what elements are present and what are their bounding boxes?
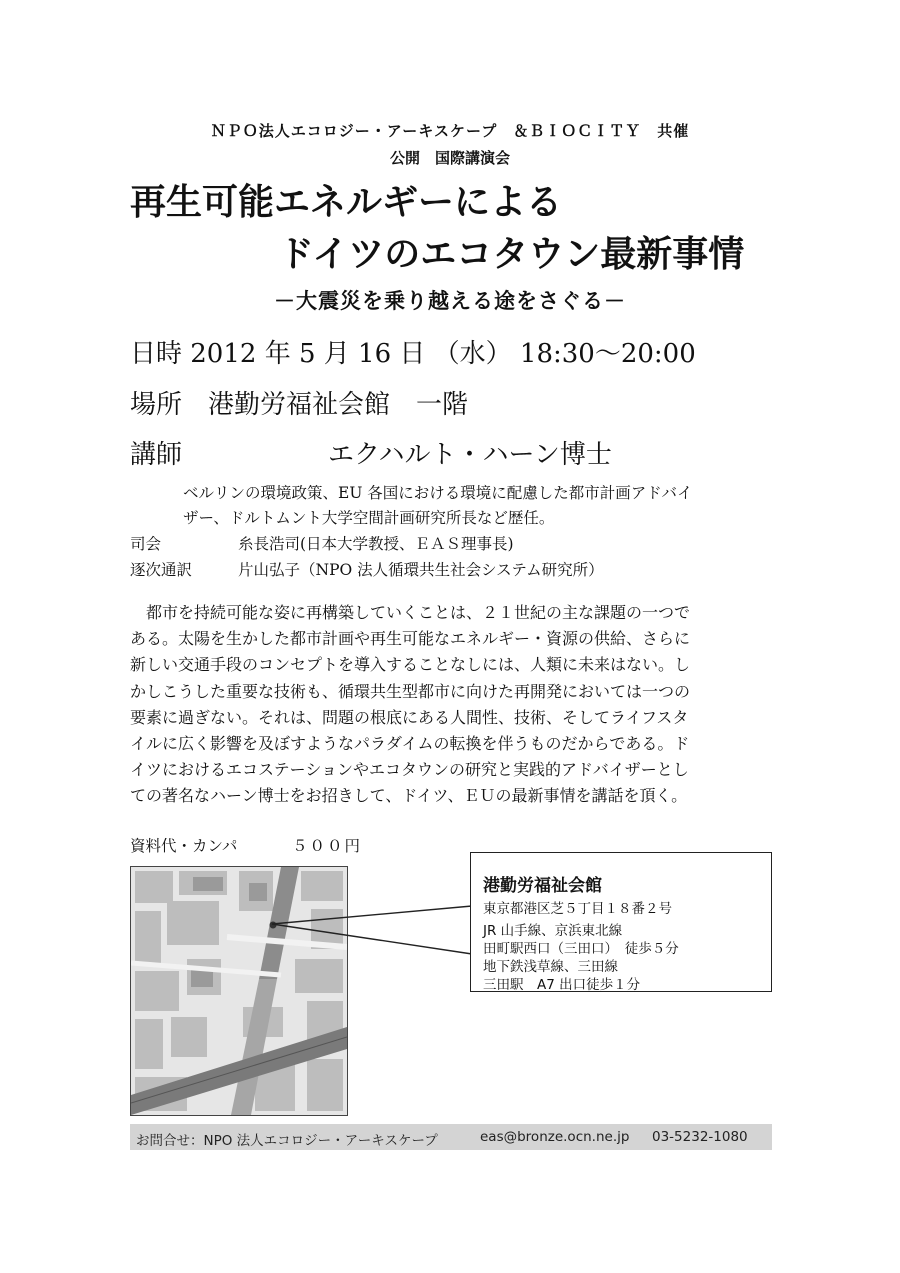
interpreter-value: 片山弘子（NPO 法人循環共生社会システム研究所）: [238, 561, 604, 579]
access-info-box: [470, 852, 772, 992]
contact-label: お問合せ：NPO 法人エコロジー・アーキスケープ: [136, 1133, 438, 1149]
fee-value: ５００円: [292, 837, 363, 855]
fee-label: 資料代・カンパ: [130, 837, 238, 855]
body-line: ての著名なハーン博士をお招きして、ドイツ、ＥＵの最新事情を講話を頂く。: [130, 786, 688, 806]
access-line-4: 三田駅 A7 出口徒歩１分: [483, 977, 641, 993]
lecturer-bio-line-1: ベルリンの環境政策、EU 各国における環境に配慮した都市計画アドバイ: [183, 484, 693, 502]
access-address: 東京都港区芝５丁目１８番２号: [483, 901, 672, 917]
mc-value: 糸長浩司(日本大学教授、ＥＡＳ理事長): [238, 535, 514, 553]
subtitle: －大震災を乗り越える途をさぐる－: [274, 289, 626, 313]
body-line: ある。太陽を生かした都市計画や再生可能なエネルギー・資源の供給、さらに: [130, 629, 691, 649]
access-line-3: 地下鉄浅草線、三田線: [483, 959, 618, 975]
body-line: 都市を持続可能な姿に再構築していくことは、２１世紀の主な課題の一つで: [130, 603, 691, 622]
title-line-2: ドイツのエコタウン最新事情: [278, 234, 745, 275]
access-line-1: JR 山手線、京浜東北線: [483, 923, 623, 939]
body-line: 要素に過ぎない。それは、問題の根底にある人間性、技術、そしてライフスタ: [130, 707, 689, 727]
access-line-2: 田町駅西口（三田口） 徒歩５分: [483, 941, 679, 957]
organizer-line: ＮＰＯ法人エコロジー・アーキスケープ ＆ＢＩＯＣＩＴＹ 共催: [210, 122, 690, 140]
title-line-1: 再生可能エネルギーによる: [130, 182, 563, 223]
mc-label: 司会: [130, 535, 162, 553]
lecturer-label: 講師: [130, 440, 183, 470]
interpreter-label: 逐次通訳: [130, 561, 193, 579]
event-datetime: 日時 2012 年 5 月 16 日 （水） 18:30〜20:00: [130, 339, 696, 369]
lecturer-bio-line-2: ザー、ドルトムント大学空間計画研究所長など歴任。: [183, 509, 555, 527]
contact-email: eas@bronze.ocn.ne.jp: [480, 1129, 630, 1145]
contact-phone: 03-5232-1080: [652, 1129, 748, 1145]
access-venue-name: 港勤労福祉会館: [483, 876, 602, 896]
lecturer-name: エクハルト・ハーン博士: [328, 440, 612, 470]
body-line: イルに広く影響を及ぼすようなパラダイムの転換を伴うものだからである。ド: [130, 734, 690, 754]
body-line: かしこうした重要な技術も、循環共生型都市に向けた再開発においては一つの: [130, 681, 691, 701]
body-paragraph: [130, 600, 780, 810]
body-line: 新しい交通手段のコンセプトを導入することなしには、人類に未来はない。し: [130, 655, 691, 675]
event-venue: 場所 港勤労福祉会館 一階: [130, 390, 469, 420]
body-line: イツにおけるエコステーションやエコタウンの研究と実践的アドバイザーとし: [130, 760, 689, 780]
event-type: 公開 国際講演会: [389, 149, 510, 167]
contact-footer: [130, 1124, 772, 1150]
